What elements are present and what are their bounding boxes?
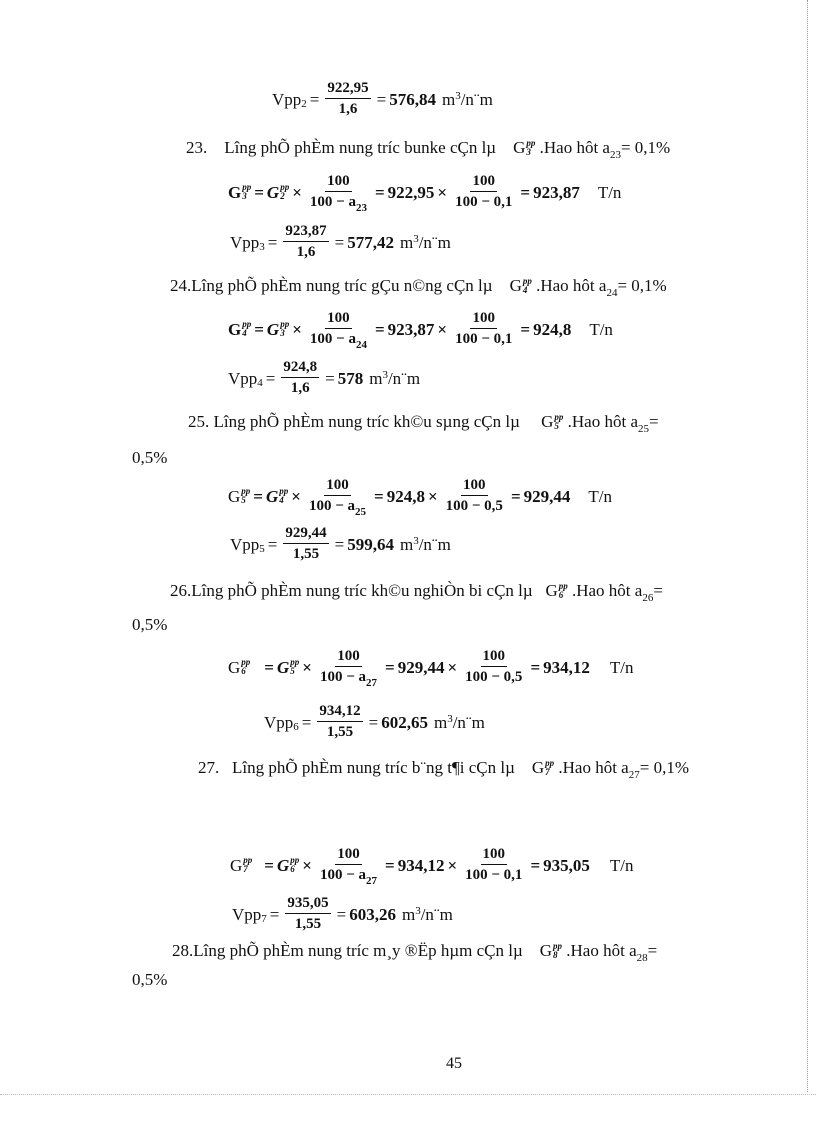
section-26-loss-continued: 0,5% [132,615,168,634]
section-24-heading: 24.Lîng phÕ phÈm nung tríc gÇu n©ng cÇn lµ G pp 4 .Hao hôt $a_{24}= 0,1\%$ [170,276,667,299]
section-27-vpp-equation: Vpp 7 = $\frac{935,05}{1,55}$ = 603,26 $m^3/n¨m$ [232,895,453,932]
section-25-heading: 25. Lîng phÕ phÈm nung tríc kh©u sµng cÇn lµ G pp 5 .Hao hôt $a_{25}=$ [188,412,659,435]
section-25-loss-continued: 0,5% [132,448,168,467]
page-number: 45 [446,1055,462,1072]
g7-symbol: G pp 7 [531,758,555,777]
section-25-vpp-equation: Vpp 5 = $\frac{929,44}{1,55}$ = 599,64 $m^3/n¨m$ [230,525,451,562]
section-25-g-equation: G pp 5 = G pp 4 × $\frac{100}{100 - a_{25}}$ = 924,8 × $\frac{100}{100 - 0,5}$ = 929,44 T/n [228,477,612,518]
g6-symbol: G pp 6 [545,581,568,600]
section-26-heading: 26.Lîng phÕ phÈm nung tríc kh©u nghiÒn bi cÇn lµ G pp 6 .Hao hôt $a_{26}=$ [170,581,663,604]
section-26-vpp-equation: Vpp 6 = $\frac{934,12}{1,55}$ = 602,65 $m^3/n¨m$ [264,703,485,740]
section-24-vpp-equation: Vpp 4 = $\frac{924,8}{1,6}$ = 578 $m^3/n¨m$ [228,359,421,396]
section-27-heading: 27. Lîng phÕ phÈm nung tríc b¨ng t¶i cÇn lµ G pp 7 .Hao hôt $a_{27}= 0,1\%$ [198,758,689,781]
vpp2-fraction: $\frac{922,95}{1,6}$ [327,80,369,117]
g4-symbol: G pp 4 [509,276,532,295]
section-23-vpp-equation: Vpp 3 = $\frac{923,87}{1,6}$ = 577,42 $m^3/n¨m$ [230,223,451,260]
g5-symbol: G pp 5 [541,412,564,431]
bottom-margin-rule [0,1094,816,1095]
right-margin-rule [807,0,808,1092]
section-23-heading: 23. Lîng phÕ phÈm nung tríc bunke cÇn lµ G pp 3 .Hao hôt $a_{23}= 0,1\%$ [186,138,671,161]
vpp2-equation: Vpp 2 = $\frac{922,95}{1,6}$ = 576,84 $m^3/n¨m$ [272,80,493,117]
section-26-g-equation: G pp 6 = G pp 5 × $\frac{100}{100 - a_{27}}$ = 929,44 × $\frac{100}{100 - 0,5}$ = 934,12 T/n [228,648,634,689]
g8-symbol: G pp 8 [539,941,563,960]
section-27-g-equation: G pp 7 = G pp 6 × $\frac{100}{100 - a_{27}}$ = 934,12 × $\frac{100}{100 - 0,1}$ = 935,05 T/n [230,846,634,887]
section-23-g-equation: G pp 3 = G pp 2 × $\frac{100}{100 - a_{23}}$ = 922,95 × $\frac{100}{100 - 0,1}$ = 923,87 T/n [228,173,622,214]
section-28-heading: 28.Lîng phÕ phÈm nung tríc m¸y ®Ëp hµm cÇn lµ G pp 8 .Hao hôt $a_{28}=$ [172,941,658,964]
section-28-loss-continued: 0,5% [132,970,168,989]
g3-symbol: G pp 3 [513,138,536,157]
section-24-g-equation: G pp 4 = G pp 3 × $\frac{100}{100 - a_{24}}$ = 923,87 × $\frac{100}{100 - 0,1}$ = 924,8 T/n [228,310,613,351]
